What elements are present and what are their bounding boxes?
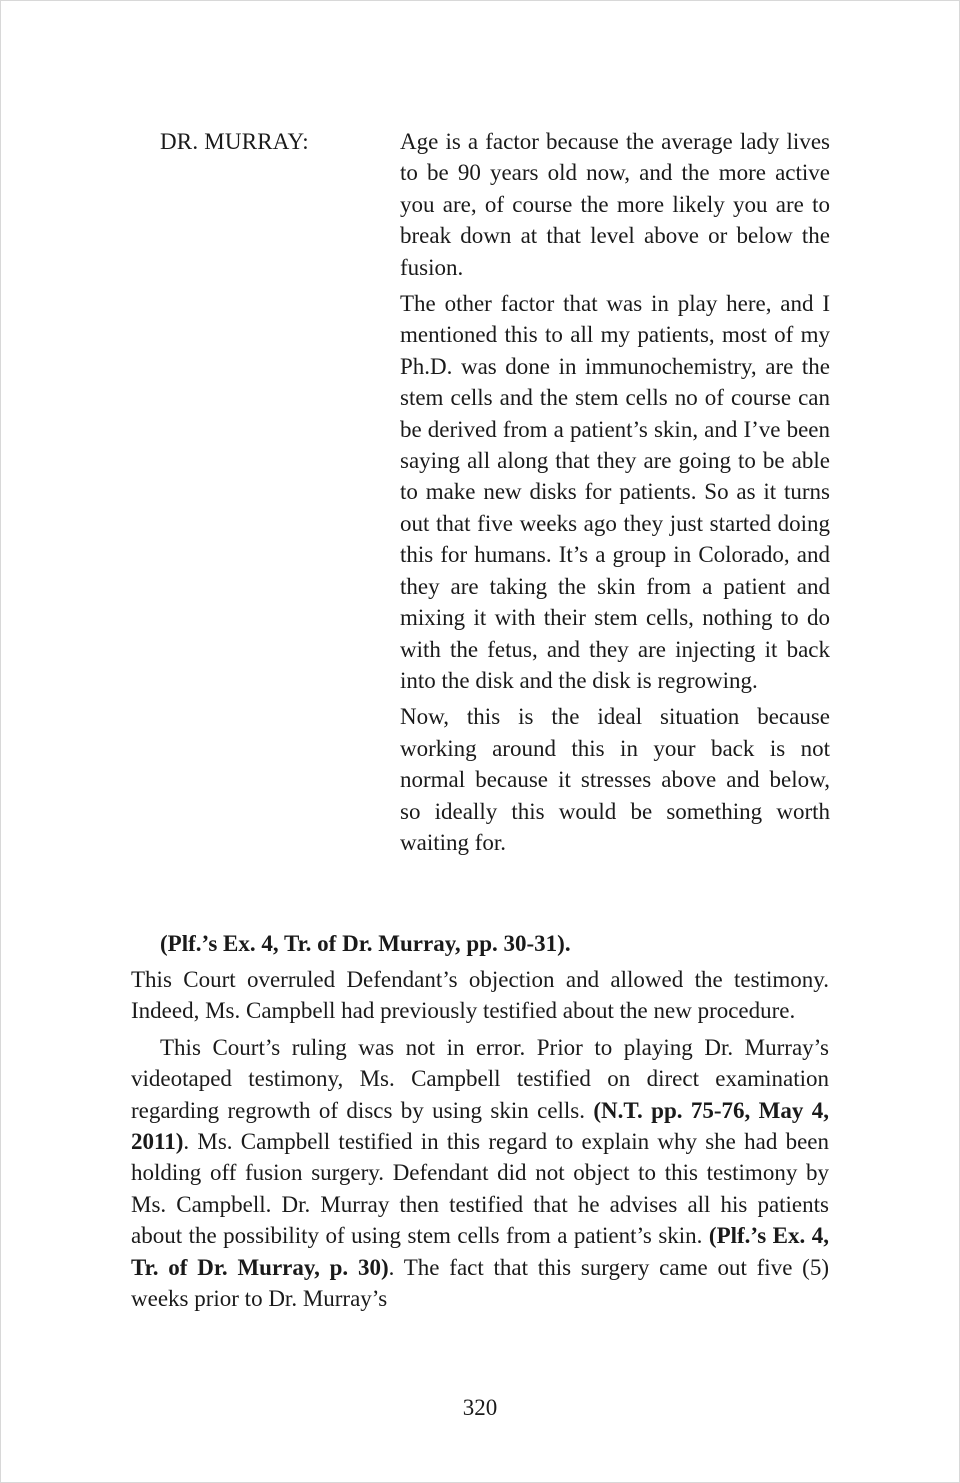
body-paragraph: [131, 1032, 829, 1315]
body-text-run: . The fact that this surgery came out five (5) weeks prior to Dr. Murray’s: [131, 1254, 829, 1312]
body-text-run: This Court’s ruling was not in error. Prior to playing Dr. Murray’s videotaped testimony, Ms. Campbell testified on direct examination regarding regrowth of discs by using skin cells.: [131, 1034, 829, 1123]
testimony-paragraph: Now, this is the ideal situation because working around this in your back is not normal because it stresses above and below, so ideally this would be something worth waiting for.: [400, 704, 830, 855]
testimony-citation: (Plf.’s Ex. 4, Tr. of Dr. Murray, pp. 30-31).: [160, 931, 571, 956]
page-number: 320: [462, 1395, 498, 1420]
testimony-answer: [400, 126, 830, 863]
exhibit-citation: (Plf.’s Ex. 4, Tr. of Dr. Murray, p. 30): [131, 1223, 829, 1280]
body-text: [131, 964, 829, 1319]
speaker-label: DR. MURRAY:: [160, 129, 309, 154]
record-citation: (N.T. pp. 75-76, May 4, 2011): [131, 1097, 829, 1155]
testimony-paragraph: The other factor that was in play here, and I mentioned this to all my patients, most of my Ph.D. was done in immunochemistry, are the stem cells and the stem cells no of course can be derived from a patient’s skin, and I’ve been saying all along that they are going to be able to make new disks for patients. So as it turns out that five weeks ago they just started doing this for humans. It’s a group in Colorado, and they are taking the skin from a patient and mixing it with their stem cells, nothing to do with the fetus, and they are injecting it back into the disk and the disk is regrowing.: [400, 291, 830, 693]
body-paragraph: This Court overruled Defendant’s objection and allowed the testimony. Indeed, Ms. Campbell had previously testified about the new procedure.: [131, 967, 829, 1024]
body-text-run: . Ms. Campbell testified in this regard to explain why she had been holding off fusion surgery. Defendant did not object to this testimony by Ms. Campbell. Dr. Murray then testified that he advises all his patients about the possibility of using stem cells from a patient’s skin.: [131, 1129, 829, 1249]
testimony-paragraph: Age is a factor because the average lady lives to be 90 years old now, and the more active you are, of course the more likely you are to break down at that level above or below the fusion.: [400, 129, 830, 280]
